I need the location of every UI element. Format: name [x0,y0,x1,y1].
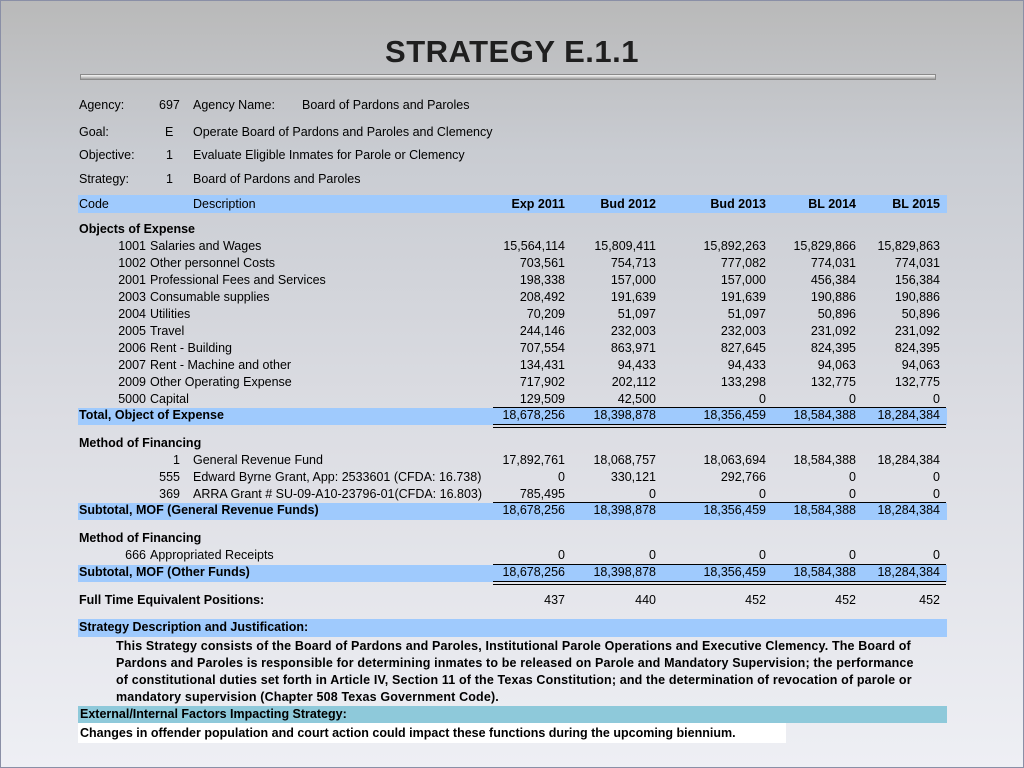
line-item-value: 134,431 [519,358,565,372]
subtotal-row [78,503,947,520]
line-item-value: 157,000 [610,273,656,287]
line-item-description: Other Operating Expense [150,375,292,389]
line-item-code: 2004 [118,307,146,321]
line-item-code: 2007 [118,358,146,372]
external-factors-box [78,723,786,743]
section-heading [78,531,947,548]
description-line: Pardons and Paroles is responsible for determining inmates to be released on Parole and Mandatory Supervision; the performance [116,656,914,670]
line-item-value: 330,121 [610,470,656,484]
line-item-value: 94,063 [817,358,856,372]
line-item-value: 0 [558,470,565,484]
total-value: 18,284,384 [877,408,940,422]
line-item-value: 0 [759,548,766,562]
line-item-row [78,307,947,324]
line-item-row [78,453,947,470]
line-item-value: 51,097 [617,307,656,321]
goal-text: Operate Board of Pardons and Paroles and Clemency [193,125,493,139]
line-item-value: 863,971 [610,341,656,355]
objects-of-expense-heading: Objects of Expense [79,222,196,236]
strategy-row [78,172,947,189]
line-item-value: 824,395 [810,341,856,355]
description-column-header: Description [193,197,256,211]
description-line: of constitutional duties set forth in Article IV, Section 11 of the Texas Constitution; and the determination of revocation of parole or [116,673,912,687]
line-item-value: 717,902 [519,375,565,389]
line-item-description: Edward Byrne Grant, App: 2533601 (CFDA: 16.738) [193,470,482,484]
line-item-value: 51,097 [727,307,766,321]
line-item-value: 0 [849,548,856,562]
subtotal-value: 18,284,384 [877,503,940,517]
fte-value: 440 [635,593,656,607]
line-item-value: 42,500 [617,392,656,406]
total-value: 18,678,256 [502,408,565,422]
line-item-code: 2001 [118,273,146,287]
subtotal-value: 18,284,384 [877,565,940,579]
line-item-value: 15,829,863 [877,239,940,253]
line-item-value: 0 [849,392,856,406]
line-item-value: 156,384 [894,273,940,287]
line-item-code: 1 [173,453,180,467]
line-item-value: 703,561 [519,256,565,270]
line-item-value: 17,892,761 [502,453,565,467]
line-item-description: Rent - Building [150,341,232,355]
mof-other-heading: Method of Financing [79,531,202,545]
line-item-value: 133,298 [720,375,766,389]
subtotal-value: 18,678,256 [502,503,565,517]
mof-general-heading: Method of Financing [79,436,202,450]
line-item-value: 15,829,866 [793,239,856,253]
fte-row [78,593,947,610]
line-item-value: 244,146 [519,324,565,338]
objective-text: Evaluate Eligible Inmates for Parole or Clemency [193,148,465,162]
line-item-value: 50,896 [817,307,856,321]
line-item-value: 198,338 [519,273,565,287]
line-item-value: 15,564,114 [503,239,565,253]
strategy-text: Board of Pardons and Paroles [193,172,361,186]
line-item-value: 0 [649,548,656,562]
line-item-value: 208,492 [519,290,565,304]
line-item-value: 292,766 [720,470,766,484]
line-item-description: Other personnel Costs [150,256,276,270]
line-item-row [78,290,947,307]
line-item-description: Salaries and Wages [150,239,262,253]
external-factors-bar [78,706,947,723]
title-divider [80,74,936,80]
line-item-code: 2003 [118,290,146,304]
line-item-value: 18,068,757 [593,453,656,467]
line-item-row [78,239,947,256]
fte-value: 452 [835,593,856,607]
agency-label: Agency: [79,98,125,112]
line-item-value: 232,003 [720,324,766,338]
fte-value: 452 [919,593,940,607]
line-item-value: 94,433 [617,358,656,372]
line-item-value: 190,886 [810,290,856,304]
line-item-row [78,273,947,290]
line-item-value: 0 [849,487,856,501]
column-header-bar [78,195,947,213]
line-item-value: 94,063 [901,358,940,372]
fte-value: 437 [544,593,565,607]
line-item-value: 191,639 [720,290,766,304]
fte-label: Full Time Equivalent Positions: [79,593,265,607]
line-item-value: 707,554 [519,341,565,355]
line-item-description: Capital [150,392,189,406]
goal-code: E [165,125,174,139]
line-item-row [78,341,947,358]
line-item-code: 2006 [118,341,146,355]
total-double-rule [493,424,946,428]
line-item-code: 5000 [118,392,146,406]
objective-label: Objective: [79,148,135,162]
line-item-description: General Revenue Fund [193,453,323,467]
line-item-value: 157,000 [720,273,766,287]
line-item-value: 0 [759,487,766,501]
line-item-description: Travel [150,324,185,338]
line-item-value: 191,639 [610,290,656,304]
section-heading [78,222,947,239]
subtotal-value: 18,356,459 [703,565,766,579]
line-item-value: 18,284,384 [877,453,940,467]
line-item-code: 2009 [118,375,146,389]
line-item-value: 50,896 [901,307,940,321]
agency-name: Board of Pardons and Paroles [302,98,470,112]
subtotal-value: 18,678,256 [502,565,565,579]
external-factors-text: Changes in offender population and court action could impact these functions during the upcoming biennium. [80,726,736,740]
total-value: 18,584,388 [793,408,856,422]
line-item-row [78,324,947,341]
line-item-row [78,375,947,392]
line-item-value: 774,031 [894,256,940,270]
line-item-value: 774,031 [810,256,856,270]
goal-row [78,125,947,142]
line-item-code: 369 [159,487,180,501]
page-title: STRATEGY E.1.1 [385,34,639,69]
line-item-value: 132,775 [810,375,856,389]
agency-name-label: Agency Name: [193,98,275,112]
strategy-description-heading: Strategy Description and Justification: [79,620,309,634]
line-item-row [78,470,947,487]
total-top-rule [493,407,946,408]
line-item-value: 456,384 [810,273,856,287]
subtotal-label: Subtotal, MOF (Other Funds) [79,565,250,579]
bl-2014-header: BL 2014 [808,197,856,211]
line-item-description: Appropriated Receipts [150,548,274,562]
line-item-code: 555 [159,470,180,484]
line-item-value: 0 [849,470,856,484]
description-line: This Strategy consists of the Board of Pardons and Paroles, Institutional Parole Operations and Executive Clemency. The Board of [116,639,911,653]
total-row [78,408,947,425]
fte-value: 452 [745,593,766,607]
line-item-description: ARRA Grant # SU-09-A10-23796-01(CFDA: 16.803) [193,487,483,501]
total-value: 18,398,878 [593,408,656,422]
subtotal-label: Subtotal, MOF (General Revenue Funds) [79,503,319,517]
subtotal-value: 18,398,878 [593,503,656,517]
section-heading [78,436,947,453]
objective-row [78,148,947,165]
total-value: 18,356,459 [703,408,766,422]
line-item-value: 0 [933,548,940,562]
line-item-value: 15,809,411 [594,239,656,253]
line-item-value: 18,063,694 [703,453,766,467]
description-line: mandatory supervision (Chapter 508 Texas Government Code). [116,690,499,704]
agency-number: 697 [159,98,180,112]
subtotal-row [78,565,947,582]
line-item-description: Professional Fees and Services [150,273,326,287]
subtotal-value: 18,356,459 [703,503,766,517]
strategy-label: Strategy: [79,172,130,186]
line-item-description: Utilities [150,307,191,321]
line-item-value: 190,886 [894,290,940,304]
exp-2011-header: Exp 2011 [511,197,565,211]
line-item-value: 202,112 [611,375,656,389]
line-item-value: 0 [558,548,565,562]
strategy-description-text [116,638,944,706]
line-item-row [78,548,947,565]
line-item-value: 777,082 [720,256,766,270]
agency-row [78,98,947,115]
line-item-value: 18,584,388 [793,453,856,467]
line-item-value: 132,775 [894,375,940,389]
line-item-value: 129,509 [519,392,565,406]
strategy-code: 1 [166,172,173,186]
line-item-value: 232,003 [610,324,656,338]
line-item-code: 666 [125,548,146,562]
bl-2015-header: BL 2015 [892,197,940,211]
line-item-value: 70,209 [526,307,565,321]
bud-2012-header: Bud 2012 [600,197,656,211]
line-item-row [78,358,947,375]
subtotal-double-rule [493,581,946,585]
line-item-value: 0 [933,470,940,484]
bud-2013-header: Bud 2013 [710,197,766,211]
line-item-value: 0 [933,487,940,501]
line-item-value: 0 [933,392,940,406]
line-item-value: 231,092 [894,324,940,338]
line-item-description: Rent - Machine and other [150,358,292,372]
line-item-value: 827,645 [720,341,766,355]
total-label: Total, Object of Expense [79,408,224,422]
line-item-value: 94,433 [727,358,766,372]
objective-code: 1 [166,148,173,162]
line-item-value: 0 [649,487,656,501]
line-item-row [78,256,947,273]
goal-label: Goal: [79,125,109,139]
code-column-header: Code [79,197,109,211]
line-item-value: 824,395 [894,341,940,355]
line-item-value: 0 [759,392,766,406]
subtotal-value: 18,398,878 [593,565,656,579]
subtotal-value: 18,584,388 [793,565,856,579]
line-item-description: Consumable supplies [150,290,270,304]
line-item-code: 1002 [118,256,146,270]
line-item-value: 785,495 [519,487,565,501]
line-item-code: 1001 [118,239,146,253]
line-item-value: 754,713 [610,256,656,270]
external-factors-heading: External/Internal Factors Impacting Strategy: [80,707,347,721]
subtotal-value: 18,584,388 [793,503,856,517]
line-item-code: 2005 [118,324,146,338]
strategy-description-bar [78,619,947,637]
line-item-value: 15,892,263 [703,239,766,253]
line-item-value: 231,092 [810,324,856,338]
